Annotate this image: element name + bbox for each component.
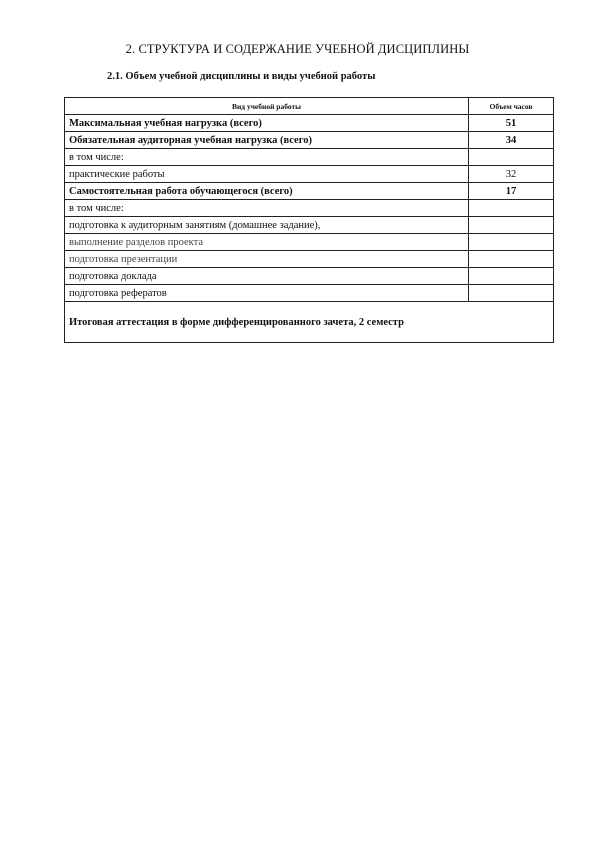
table-row <box>65 251 554 268</box>
row-hours: 32 <box>469 166 554 183</box>
table-row <box>65 217 554 234</box>
table-row <box>65 166 554 183</box>
row-label: Максимальная учебная нагрузка (всего) <box>65 115 469 132</box>
table-row <box>65 234 554 251</box>
table-row <box>65 183 554 200</box>
row-label: выполнение разделов проекта <box>65 234 469 251</box>
header-hours: Объем часов <box>469 98 554 115</box>
row-hours <box>469 200 554 217</box>
table-row <box>65 285 554 302</box>
row-label: подготовка презентации <box>65 251 469 268</box>
row-hours: 34 <box>469 132 554 149</box>
row-hours <box>469 234 554 251</box>
header-activity-type: Вид учебной работы <box>65 98 469 115</box>
row-label: подготовка рефератов <box>65 285 469 302</box>
table-row <box>65 268 554 285</box>
section-subtitle: 2.1. Объем учебной дисциплины и виды учебной работы <box>107 71 376 82</box>
row-label: Обязательная аудиторная учебная нагрузка (всего) <box>65 132 469 149</box>
row-label: подготовка доклада <box>65 268 469 285</box>
workload-table <box>64 97 554 343</box>
table-row <box>65 115 554 132</box>
row-label: в том числе: <box>65 200 469 217</box>
table-row <box>65 200 554 217</box>
row-label: подготовка к аудиторным занятиям (домашнее задание), <box>65 217 469 234</box>
final-assessment-row <box>65 302 554 343</box>
final-assessment: Итоговая аттестация в форме дифференцированного зачета, 2 семестр <box>65 302 554 343</box>
table-row <box>65 149 554 166</box>
row-hours <box>469 251 554 268</box>
row-hours <box>469 149 554 166</box>
row-hours: 17 <box>469 183 554 200</box>
row-hours <box>469 285 554 302</box>
row-label: в том числе: <box>65 149 469 166</box>
page-title: 2. СТРУКТУРА И СОДЕРЖАНИЕ УЧЕБНОЙ ДИСЦИПЛИНЫ <box>125 42 470 56</box>
row-label: Самостоятельная работа обучающегося (всего) <box>65 183 469 200</box>
row-hours <box>469 217 554 234</box>
table-row <box>65 132 554 149</box>
row-label: практические работы <box>65 166 469 183</box>
row-hours <box>469 268 554 285</box>
row-hours: 51 <box>469 115 554 132</box>
table-header-row <box>65 98 554 115</box>
